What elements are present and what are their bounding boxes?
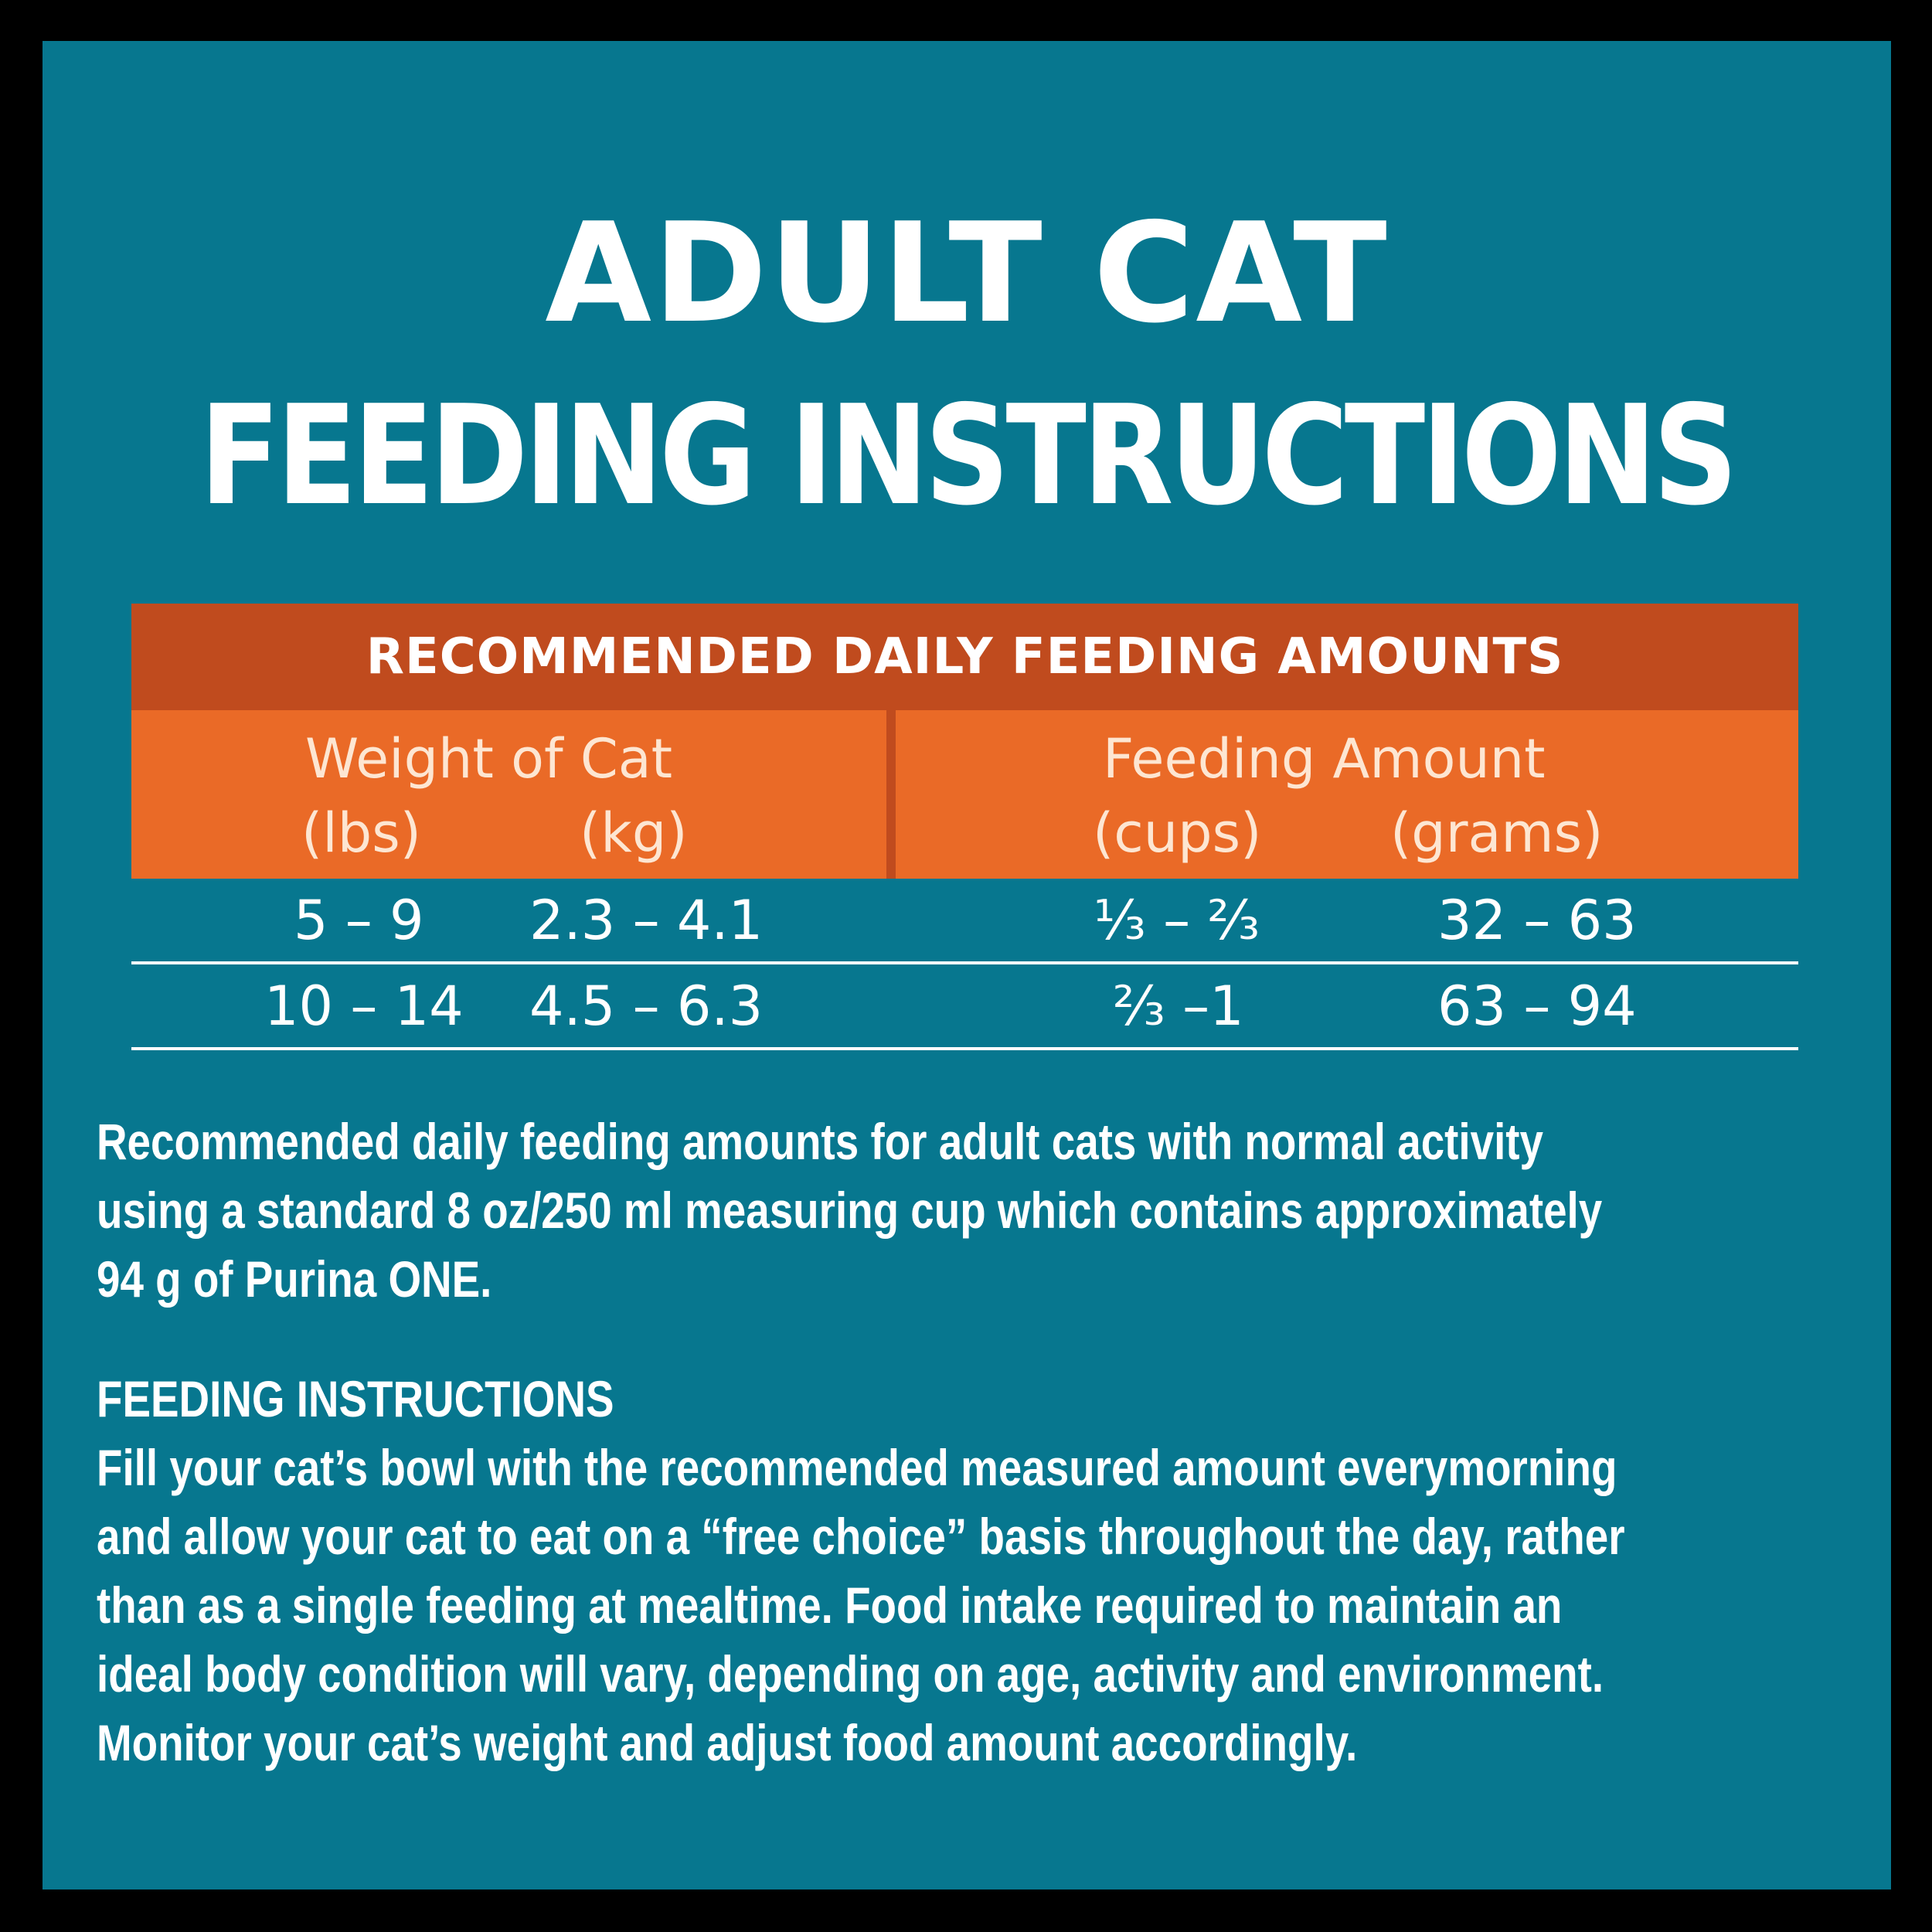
row-2-kg: 4.5 – 6.3: [529, 975, 764, 1038]
weight-unit-kg: (kg): [580, 801, 688, 865]
row-2-grams: 63 – 94: [1437, 975, 1637, 1038]
weight-column-header: [131, 710, 886, 879]
amount-column-label: Feeding Amount: [1103, 727, 1546, 791]
amount-column-header: [896, 710, 1798, 879]
column-divider: [886, 710, 896, 879]
note-line: 94 g of Purina ONE.: [97, 1250, 492, 1308]
instructions-line: ideal body condition will vary, depending on age, activity and environment.: [97, 1645, 1604, 1703]
instructions-heading: FEEDING INSTRUCTIONS: [97, 1370, 614, 1427]
page-title-line-2: FEEDING INSTRUCTIONS: [199, 376, 1734, 536]
page-title-line-1: ADULT CAT: [545, 193, 1389, 353]
amount-unit-cups: (cups): [1093, 801, 1262, 865]
table-heading: RECOMMENDED DAILY FEEDING AMOUNTS: [131, 604, 1798, 710]
table-row: [131, 879, 1798, 961]
weight-unit-lbs: (lbs): [301, 801, 421, 865]
row-1-cups: ⅓ – ⅔: [1094, 889, 1260, 952]
row-1-kg: 2.3 – 4.1: [529, 889, 764, 952]
feeding-note: [97, 1107, 1828, 1314]
instructions-line: Monitor your cat’s weight and adjust food amount accordingly.: [97, 1714, 1358, 1772]
column-header-row: [131, 710, 1798, 879]
row-1-lbs: 5 – 9: [294, 889, 424, 952]
weight-column-label: Weight of Cat: [305, 727, 673, 791]
amount-unit-grams: (grams): [1390, 801, 1604, 865]
row-divider: [131, 1047, 1798, 1050]
instructions-line: and allow your cat to eat on a “free choice” basis throughout the day, rather: [97, 1508, 1625, 1566]
feeding-instructions: [97, 1365, 1828, 1778]
feeding-instructions-panel: [43, 41, 1891, 1889]
feeding-table: [131, 604, 1798, 1050]
note-line: using a standard 8 oz/250 ml measuring cup which contains approximately: [97, 1182, 1603, 1240]
row-1-grams: 32 – 63: [1437, 889, 1637, 952]
table-row: [131, 964, 1798, 1047]
row-2-cups: ⅔ –1: [1113, 975, 1244, 1038]
note-line: Recommended daily feeding amounts for adult cats with normal activity: [97, 1113, 1544, 1170]
row-2-lbs: 10 – 14: [264, 975, 464, 1038]
instructions-line: than as a single feeding at mealtime. Food intake required to maintain an: [97, 1577, 1563, 1634]
instructions-line: Fill your cat’s bowl with the recommended measured amount everymorning: [97, 1439, 1617, 1497]
